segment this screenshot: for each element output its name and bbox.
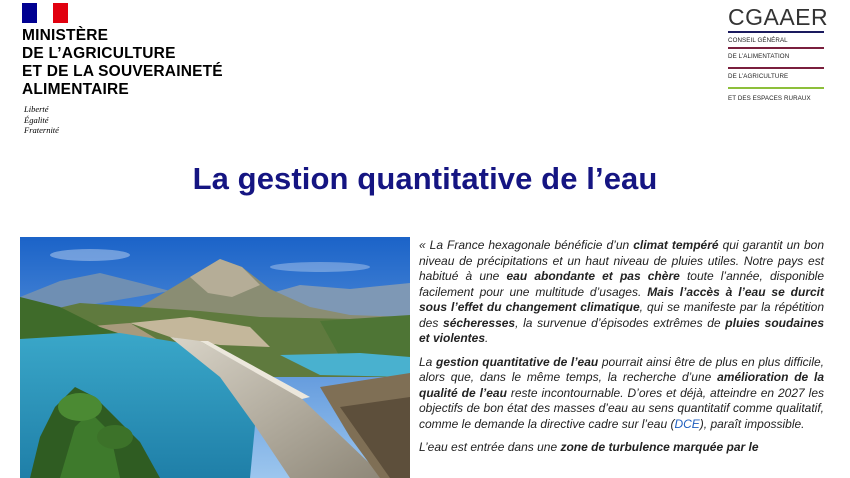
motto-line: Égalité xyxy=(24,114,49,125)
emphasis: zone de turbulence marquée par le xyxy=(560,440,759,454)
cgaaer-name: CGAAER xyxy=(728,4,829,30)
emphasis: sécheresses xyxy=(443,315,516,330)
cgaaer-line: ET DES ESPACES RURAUX xyxy=(728,95,811,102)
ministry-name xyxy=(22,27,223,99)
ministry-line: MINISTÈRE xyxy=(22,27,109,44)
ministry-line: ET DE LA SOUVERAINETÉ xyxy=(22,63,223,80)
paragraph: L’eau est entrée dans une zone de turbulence marquée par le xyxy=(419,440,759,454)
emphasis: gestion quantitative de l’eau xyxy=(435,354,599,369)
document-title: La gestion quantitative de l’eau xyxy=(192,161,658,196)
ministry-line: ALIMENTAIRE xyxy=(22,81,129,98)
cgaaer-line: CONSEIL GÉNÉRAL xyxy=(728,37,788,44)
motto-line: Liberté xyxy=(24,104,49,114)
reservoir-dam-photo xyxy=(20,237,410,478)
body-text xyxy=(419,238,824,464)
paragraph: La gestion quantitative de l’eau pourrait ainsi être de plus en plus difficile, alors que, dans le même temps, la recherche d’une amélioration de la qualité de l’eau reste incontournable. D’ores et déjà, atteindre en 2027 les objectifs de bon état des masses d’eau au sens quantitatif comme qualitatif, comme le demande la directive cadre sur l’eau (DCE), paraît impossible. xyxy=(419,354,824,431)
paragraph: « La France hexagonale bénéficie d’un climat tempéré qui garantit un bon niveau de précipitations et un haut niveau de pluies utiles. Notre pays est habitué à une eau abondante et pas chère toute l’année, disponible facilement pour une multitude d’usages. Mais l’accès à l’eau se durcit sous l’effet du changement climatique, qui se manifeste par la répétition des sécheresses, la survenue d’épisodes extrêmes de pluies soudaines et violentes. xyxy=(419,238,824,345)
ministry-line: DE L’AGRICULTURE xyxy=(22,45,176,62)
motto-line: Fraternité xyxy=(24,125,59,135)
republic-motto xyxy=(24,104,59,136)
emphasis: amélioration de la qualité de l’eau xyxy=(419,370,824,400)
emphasis: Mais l’accès à l’eau se durcit sous l’effet du changement climatique xyxy=(419,284,824,314)
emphasis: climat tempéré xyxy=(633,238,719,252)
republic-flag-logo xyxy=(22,3,68,23)
cgaaer-logo xyxy=(726,4,829,103)
emphasis: pluies soudaines et violentes xyxy=(419,315,824,345)
emphasis: eau abondante et pas chère xyxy=(506,269,680,283)
cgaaer-line: DE L’ALIMENTATION xyxy=(728,53,790,60)
dce-link[interactable]: DCE xyxy=(674,416,700,431)
cgaaer-line: DE L’AGRICULTURE xyxy=(728,73,789,80)
